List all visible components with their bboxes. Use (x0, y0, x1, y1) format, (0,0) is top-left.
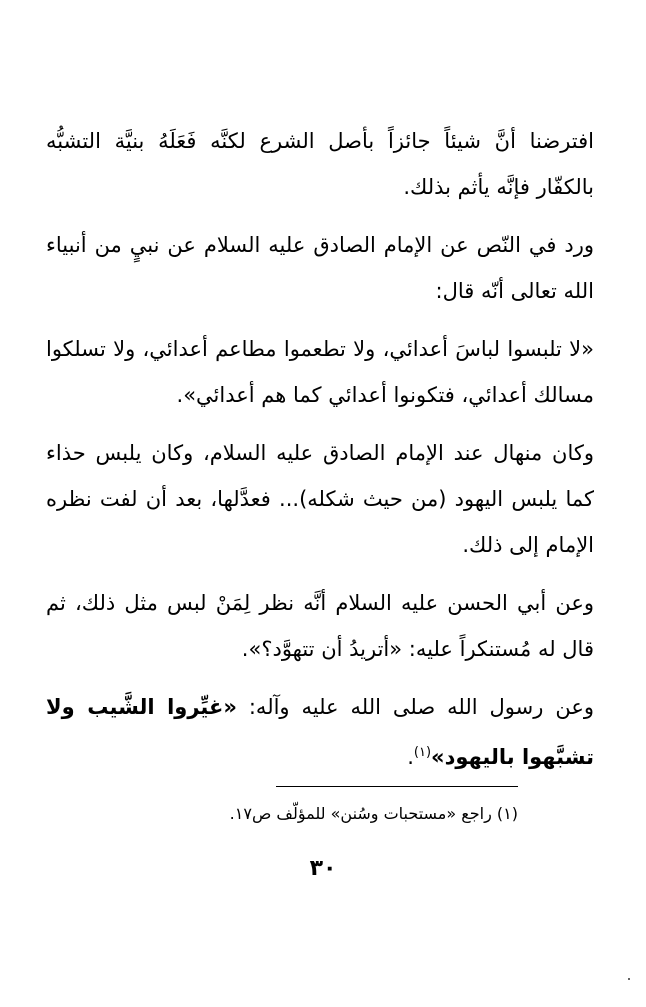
footnote: (١) راجع «مستحبات وسُنن» للمؤلّف ص١٧. (229, 804, 518, 823)
paragraph-6-intro: وعن رسول الله صلى الله عليه وآله: (248, 695, 594, 719)
paragraph-2: ورد في النّص عن الإمام الصادق عليه السلام عن نبيٍ من أنبياء الله تعالى أنّه قال: (46, 233, 594, 303)
paragraph-6-quote: «غيِّروا الشَّيب ولا تشبَّهوا باليهود» (46, 695, 594, 769)
paragraph-3-quote: «لا تلبسوا لباسَ أعدائي، ولا تطعموا مطاعم أعدائي، ولا تسلكوا مسالك أعدائي، فتكونوا أعدائي كما هم أعدائي». (46, 337, 594, 407)
paragraph-6-end: . (407, 745, 414, 769)
paragraph-1: افترضنا أنَّ شيئاً جائزاً بأصل الشرع لكنَّه فَعَلَهُ بنيَّة التشبُّه بالكفّار فإنَّه يأثم بذلك. (46, 129, 594, 199)
paragraph-4: وكان منهال عند الإمام الصادق عليه السلام، وكان يلبس حذاء كما يلبس اليهود (من حيث شكله)... فعدَّلها، بعد أن لفت نظره الإمام إلى ذلك. (46, 441, 594, 557)
paragraph-6 (46, 684, 594, 780)
scan-speck (628, 978, 630, 980)
paragraph-5: وعن أبي الحسن عليه السلام أنَّه نظر لِمَنْ لبس مثل ذلك، ثم قال له مُستنكراً عليه: «أتريدُ أن تتهوَّد؟». (46, 591, 594, 661)
body-text (46, 118, 594, 792)
page-number: ٣٠ (309, 856, 337, 881)
footnote-marker: (١) (413, 745, 432, 760)
footnote-divider (276, 786, 518, 787)
